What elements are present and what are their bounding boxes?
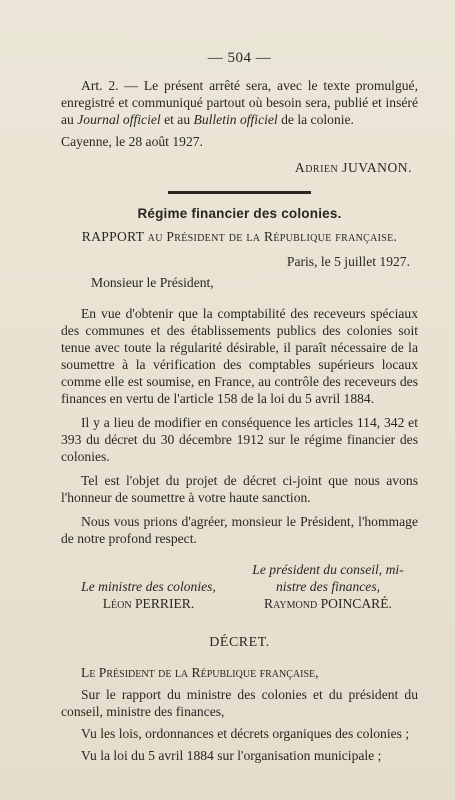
decret-line-1: Le Président de la République française,: [81, 665, 319, 680]
section-divider-rule: [168, 191, 311, 194]
juvanon-signature: Adrien JUVANON.: [294, 160, 412, 175]
decret-line-3: Vu les lois, ordonnances et décrets organiques des colonies ;: [81, 726, 410, 741]
bulletin-officiel-title: Bulletin officiel: [193, 112, 278, 127]
left-signature: [61, 561, 236, 612]
rapport-paragraph-2: Il y a lieu de modifier en conséquence les articles 114, 342 et 393 du décret du 30 décembre 1912 sur le régime financier des colonies.: [61, 415, 418, 464]
rapport-paragraph-4: Nous vous prions d'agréer, monsieur le Président, l'hommage de notre profond respect.: [61, 514, 418, 546]
right-signatory-role-line-1: Le président du conseil, mi-: [252, 562, 404, 577]
journal-officiel-title: Journal officiel: [77, 112, 161, 127]
left-signatory-name: Léon PERRIER.: [102, 596, 195, 611]
right-signatory-role-line-2: nistre des finances,: [275, 579, 381, 594]
article-2-label: Art. 2.: [81, 78, 119, 93]
decret-line-4: Vu la loi du 5 avril 1884 sur l'organisation municipale ;: [81, 748, 382, 763]
article-2-connector: et au: [160, 112, 194, 127]
article-2-paragraph: [61, 77, 418, 128]
decret-line-2: Sur le rapport du ministre des colonies et du président du conseil, ministre des finances,: [61, 687, 418, 719]
cayenne-date-line: Cayenne, le 28 août 1927.: [61, 134, 203, 149]
salutation: Monsieur le Président,: [91, 275, 214, 290]
section-title: Régime financier des colonies.: [137, 206, 342, 221]
left-signatory-role: Le ministre des colonies,: [81, 579, 216, 594]
page-number-header: — 504 —: [207, 50, 272, 66]
article-2-text: — Le présent arrêté sera, avec le texte promulgué, enregistré et communiqué partout où besoin sera, publié et inséré au: [61, 78, 418, 127]
right-signatory-name: Raymond POINCARÉ.: [264, 596, 392, 611]
decret-title: DÉCRET.: [209, 635, 270, 650]
rapport-paragraph-3: Tel est l'objet du projet de décret ci-joint que nous avons l'honneur de soumettre à votre haute sanction.: [61, 473, 418, 505]
right-signature: [238, 561, 418, 612]
article-2-end: de la colonie.: [277, 112, 354, 127]
rapport-paragraph-1: En vue d'obtenir que la comptabilité des receveurs spéciaux des communes et des établissements publics des colonies soit tenue avec toute la régularité désirable, il paraît nécessaire de la soumettre à la vérification des comptables supérieurs locaux comme elle est soumise, en France, au contrôle des receveurs des finances en vertu de l'article 158 de la loi du 5 avril 1884.: [61, 306, 418, 406]
paris-date-line: Paris, le 5 juillet 1927.: [286, 254, 410, 269]
rapport-title: RAPPORT au Président de la République française.: [81, 229, 398, 244]
signatures-block: [61, 561, 418, 612]
